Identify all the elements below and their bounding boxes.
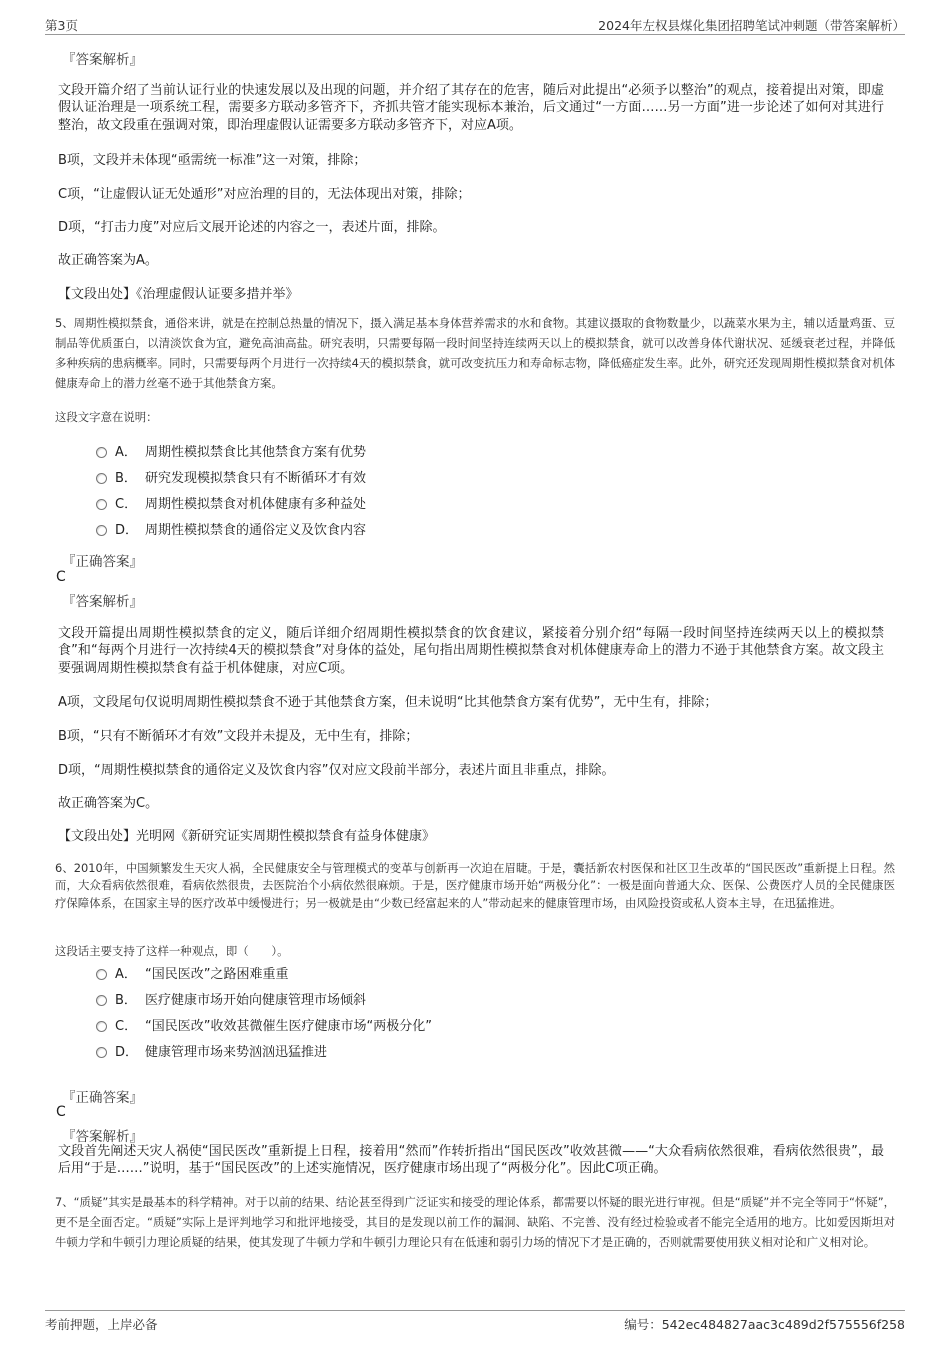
option-text: 健康管理市场来势汹汹迅猛推进 [145, 1045, 328, 1060]
q6-correct-answer: C [56, 1104, 66, 1120]
option-label: D． [115, 523, 139, 538]
page-number: 第3页 [45, 18, 78, 33]
q4-option-d-analysis: D项，“打击力度”对应后文展开论述的内容之一，表述片面，排除。 [58, 220, 446, 235]
option-text: “国民医改”之路困难重重 [145, 967, 289, 982]
q6-correct-label: 『正确答案』 [62, 1090, 143, 1106]
q6-analysis-label: 『答案解析』 [62, 1129, 143, 1145]
q4-analysis: 文段开篇介绍了当前认证行业的快速发展以及出现的问题，并介绍了其存在的危害，随后对此提出“必须予以整治”的观点，接着提出对策，即虚假认证治理是一项系统工程，需要多方联动多管齐下，齐抓共管才能实现标本兼治，后文通过“一方面……另一方面”进一步论述了如何对其进行整治，故文段重在强调对策，即治理虚假认证需要多方联动多管齐下，对应A项。 [58, 83, 884, 133]
q4-conclusion: 故正确答案为A。 [58, 253, 158, 268]
radio-icon[interactable] [96, 499, 107, 510]
q5-conclusion: 故正确答案为C。 [58, 796, 159, 811]
radio-icon[interactable] [96, 473, 107, 484]
q5-option-b[interactable] [96, 470, 366, 488]
q5-source: 【文段出处】光明网《新研究证实周期性模拟禁食有益身体健康》 [58, 829, 436, 844]
q5-correct-answer: C [56, 569, 66, 585]
footer-slogan: 考前押题，上岸必备 [45, 1317, 158, 1332]
option-label: B． [115, 471, 137, 486]
q5-option-b-analysis: B项，“只有不断循环才有效”文段并未提及，无中生有，排除； [58, 729, 419, 744]
q5-analysis: 文段开篇提出周期性模拟禁食的定义，随后详细介绍周期性模拟禁食的饮食建议，紧接着分别介绍“每隔一段时间坚持连续两天以上的模拟禁食”和“每两个月进行一次持续4天的模拟禁食”对身体的益处，尾句指出周期性模拟禁食对机体健康寿命上的潜力不逊于其他禁食方案。故文段主要强调周期性模拟禁食有益于机体健康，对应C项。 [58, 626, 884, 676]
document-title: 2024年左权县煤化集团招聘笔试冲刺题（带答案解析） [598, 18, 905, 33]
option-text: 周期性模拟禁食比其他禁食方案有优势 [145, 445, 367, 460]
q4-source: 【文段出处】《治理虚假认证要多措并举》 [58, 287, 299, 302]
q6-option-d[interactable] [96, 1044, 327, 1062]
q6-stem: 6、2010年，中国频繁发生天灾人祸，全民健康安全与管理模式的变革与创新再一次迫在眉睫。于是，囊括新农村医保和社区卫生改革的“国民医改”重新提上日程。然而，大众看病依然很难，看病依然很贵，去医院治个小病依然很麻烦。于是，医疗健康市场开始“两极分化”：一极是面向普通大众、医保、公费医疗人员的全民健康医疗保障体系，在国家主导的医疗改革中缓慢进行；另一极就是由“少数已经富起来的人”带动起来的健康管理市场，由风险投资或私人资本主导，在迅猛推进。 [55, 861, 895, 910]
q4-analysis-label: 『答案解析』 [62, 52, 143, 68]
q7-stem: 7、“质疑”其实是最基本的科学精神。对于以前的结果、结论甚至得到广泛证实和接受的理论体系，都需要以怀疑的眼光进行审视。但是“质疑”并不完全等同于“怀疑”，更不是全面否定。“质疑”实际上是评判地学习和批评地接受，其目的是发现以前工作的漏洞、缺陷、不完善、没有经过检验或者不能完全适用的地方。比如爱因斯坦对牛顿力学和牛顿引力理论质疑的结果，使其发现了牛顿力学和牛顿引力理论只有在低速和弱引力场的情况下才是正确的，否则就需要使用狭义相对论和广义相对论。 [55, 1195, 896, 1249]
option-label: A． [115, 967, 137, 982]
radio-icon[interactable] [96, 1047, 107, 1058]
q6-prompt: 这段话主要支持了这样一种观点，即（ ）。 [55, 944, 289, 958]
q5-option-d[interactable] [96, 522, 366, 540]
page-header [45, 14, 905, 35]
option-label: D． [115, 1045, 139, 1060]
radio-icon[interactable] [96, 525, 107, 536]
option-label: B． [115, 993, 137, 1008]
option-text: 周期性模拟禁食的通俗定义及饮食内容 [145, 523, 367, 538]
q4-option-b-analysis: B项，文段并未体现“亟需统一标准”这一对策，排除； [58, 153, 367, 168]
option-label: C． [115, 497, 138, 512]
q5-option-a-analysis: A项，文段尾句仅说明周期性模拟禁食不逊于其他禁食方案，但未说明“比其他禁食方案有优势”，无中生有，排除； [58, 695, 718, 710]
q5-correct-label: 『正确答案』 [62, 554, 143, 570]
option-label: C． [115, 1019, 138, 1034]
option-text: 研究发现模拟禁食只有不断循环才有效 [145, 471, 367, 486]
page-footer [45, 1310, 905, 1333]
q5-stem: 5、周期性模拟禁食，通俗来讲，就是在控制总热量的情况下，摄入满足基本身体营养需求的水和食物。其建议摄取的食物数量少，以蔬菜水果为主，辅以适量鸡蛋、豆制品等优质蛋白，以清淡饮食为宜，避免高油高盐。研究表明，只需要每隔一段时间坚持连续两天以上的模拟禁食，就可以改善身体代谢状况、延缓衰老过程，并降低多种疾病的患病概率。同时，只需要每两个月进行一次持续4天的模拟禁食，就可改变抗压力和寿命标志物，降低癌症发生率。此外，研究还发现周期性模拟禁食对机体健康寿命上的潜力丝毫不逊于其他禁食方案。 [55, 316, 895, 390]
option-text: 周期性模拟禁食对机体健康有多种益处 [145, 497, 367, 512]
q5-option-c[interactable] [96, 496, 366, 514]
document-code: 编号：542ec484827aac3c489d2f575556f258 [624, 1317, 905, 1332]
option-text: 医疗健康市场开始向健康管理市场倾斜 [145, 993, 367, 1008]
radio-icon[interactable] [96, 969, 107, 980]
option-text: “国民医改”收效甚微催生医疗健康市场“两极分化” [145, 1019, 432, 1034]
q5-option-d-analysis: D项，“周期性模拟禁食的通俗定义及饮食内容”仅对应文段前半部分，表述片面且非重点，排除。 [58, 763, 615, 778]
q5-analysis-label: 『答案解析』 [62, 594, 143, 610]
radio-icon[interactable] [96, 995, 107, 1006]
q5-option-a[interactable] [96, 444, 366, 462]
q6-option-b[interactable] [96, 992, 366, 1010]
q6-option-c[interactable] [96, 1018, 432, 1036]
q6-option-a[interactable] [96, 966, 288, 984]
q5-prompt: 这段文字意在说明： [55, 410, 158, 424]
radio-icon[interactable] [96, 1021, 107, 1032]
q4-option-c-analysis: C项，“让虚假认证无处遁形”对应治理的目的，无法体现出对策，排除； [58, 187, 471, 202]
q6-analysis: 文段首先阐述天灾人祸使“国民医改”重新提上日程，接着用“然而”作转折指出“国民医改”收效甚微——“大众看病依然很难，看病依然很贵”，最后用“于是……”说明，基于“国民医改”的上述实施情况，医疗健康市场出现了“两极分化”。因此C项正确。 [58, 1144, 884, 1177]
radio-icon[interactable] [96, 447, 107, 458]
option-label: A． [115, 445, 137, 460]
